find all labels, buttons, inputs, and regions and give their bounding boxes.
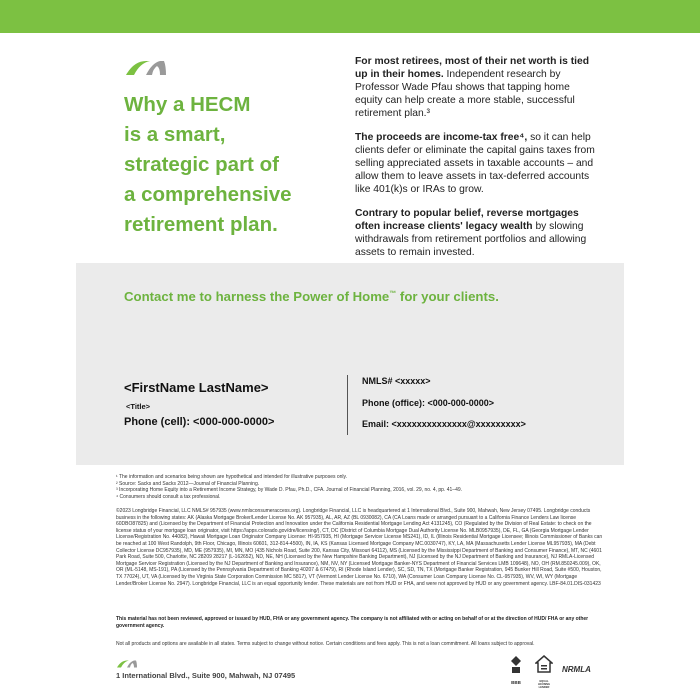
footnotes xyxy=(116,474,606,500)
footer-address: 1 International Blvd., Suite 900, Mahwah, NJ 07495 xyxy=(116,671,296,680)
contact-name: <FirstName LastName> xyxy=(124,380,269,395)
hud-disclaimer: This material has not been reviewed, approved or issued by HUD, FHA or any government agency. The company is not affiliated with or acting on behalf of or at the direction of HUD/ FHA or any other government agency. xyxy=(116,616,589,629)
headline: Why a HECM is a smart, strategic part of a comprehensive retirement plan. xyxy=(124,93,292,236)
footnote: ⁴ Consumers should consult a tax professional. xyxy=(116,493,221,500)
legal-text: ©2023 Longbridge Financial, LLC NMLS# 957935 (www.nmlsconsumeraccess.org). Longbridge Financial, LLC is headquartered at 1 International Blvd., Suite 900, Mahwah, New Jersey 07495. Longbridge conducts business in the following states: AK (Alaska Mortgage Broker/Lender License No. AK 957935), AL, AR, AZ (BL 0930082), CA (CA Loans made or arranged pursuant to a California Finance Lenders Law license 60DBO87825) and (Licensed by the Department of Financial Protection and Innovation under the California Residential Mortgage Lending Act 4131245), CO (Regulated by the Division of Real Estate: to check on the license status of your mortgage loan originator, visit https://apps.colorado.gov/dre/licensing/), CT, DC (District of Columbia Mortgage Dual Authority License No. MLB0957935), DE, FL, GA (Georgia Mortgage Lender License/Registration No. 44082), Hawaii Mortgage Loan Originator Company License: HI-957935, HI (Mortgage Servicer License MS241), ID, IL (Illinois Residential Mortgage Licensee; Illinois Commissioner of Banks can be reached at 100 West Randolph, 9th Floor, Chicago, Illinois 60601, 312-814-4500), IN, IA, KS (Kansas Licensed Mortgage Company MC.0030747), KY, LA, MA (Massachusetts Lender License ML957935), MA (Debt Collector License DC957935), MD, ME (957935), MI, MN, MO (435 Nichols Road, Suite 200, Kansas City, Missouri 64112), MS (Licensed by the Mississippi Department of Banking and Consumer Finance), MT, NC (4601 Park Road, Suite 500, Charlotte, NC 28209 28217 (L-162652), ND, NE, NH (Licensed by the New Hampshire Banking Department), NJ (Licensed by the NJ Department of Banking and Insurance), NJ RMLA-Licensed Mortgage Servicer Registration (Licensed by the NJ Department of Banking and Insurance), NM, NV, NY (Licensed Mortgage Banker-NYS Department of Financial Services LMB 109648), NO, OH (RM.850245.009), OK, OR (ML-5148, MS-191), PA (Licensed by the Pennsylvania Department of Banking 40207 & 67479), RI (Rhode Island Lender), SC, SD, TN, TX (Mortgage Banker Registration, 945 Bunker Hill Road, Suite #500, Houston, TX 77024), UT, VA (Licensed by the Virginia State Corporation Commission MC 5817), VT (Vermont Lender License No. 6710), WA (Consumer Loan Company License No. CL-957935), WV, WI, WY (Mortgage Lender/Broker License No. 2947). Longbridge Financial, LLC is an equal opportunity lender. These materials are not from HUD or FHA, and were not approved by HUD or any government agency. LBF-84.01.DIS-031423 xyxy=(116,508,603,587)
footnote: ³ Incorporating Home Equity into a Retirement Income Strategy, by Wade D. Pfau, Ph.D., CFA. Journal of Financial Planning, 2016, vol. 29, no. 4, pp. 41–49. xyxy=(116,487,463,494)
benefit-body: by slowing withdrawals from retirement portfolios and allowing assets to remain invested. xyxy=(355,221,587,258)
benefit-paragraph xyxy=(355,55,595,120)
benefit-body: so it can help clients defer or eliminate the capital gains taxes from selling appreciated assets in taxable accounts – and allow them to leave assets in tax-deferred accounts like 401(k)s or IRAs to grow. xyxy=(355,132,595,195)
equal-housing-badge xyxy=(535,655,553,689)
nrmla-badge xyxy=(562,655,600,674)
equal-housing-icon xyxy=(535,655,553,675)
cta-suffix: for your clients. xyxy=(396,289,499,304)
footnote: ¹ The information and scenarios being shown are hypothetical and intended for illustrative purposes only. xyxy=(116,474,348,480)
contact-nmls: NMLS# <xxxxx> xyxy=(362,376,431,386)
equal-housing-label: EQUAL HOUSING LENDER xyxy=(537,680,551,689)
contact-title: <Title> xyxy=(126,402,151,411)
benefit-paragraph xyxy=(355,207,595,259)
contact-email[interactable]: Email: <xxxxxxxxxxxxxx@xxxxxxxxx> xyxy=(362,419,526,429)
cta-text: Contact me to harness the Power of Home xyxy=(124,289,390,304)
benefits-column xyxy=(355,55,595,270)
bbb-badge xyxy=(508,655,524,685)
benefit-lead: For most retirees, most of their net worth is tied up in their homes. xyxy=(355,56,590,80)
top-color-bar xyxy=(0,0,700,33)
benefit-body: Independent research by Professor Wade Pfau shows that tapping home equity can help create a more stable, successful retirement plan.³ xyxy=(355,69,575,119)
contact-cell-phone[interactable]: Phone (cell): <000-000-0000> xyxy=(124,416,275,428)
contact-office-phone[interactable]: Phone (office): <000-000-0000> xyxy=(362,398,495,408)
call-to-action xyxy=(124,289,499,304)
product-disclaimer: Not all products and options are available in all states. Terms subject to change without notice. Certain conditions and fees apply. This is not a loan commitment. All loans subject to approval. xyxy=(116,641,535,647)
footnote: ² Source: Sacks and Sacks 2012—Journal of Financial Planning. xyxy=(116,480,260,487)
nrmla-label: NRMLA xyxy=(562,665,591,674)
benefit-paragraph xyxy=(355,131,595,196)
bbb-label: BBB xyxy=(511,680,521,685)
contact-divider xyxy=(347,375,348,435)
trademark-mark: ™ xyxy=(389,290,397,298)
footer-logo-icon xyxy=(116,659,138,668)
benefit-lead: Contrary to popular belief, reverse mortgages often increase clients' legacy wealth xyxy=(355,208,579,232)
bbb-torch-icon xyxy=(508,655,524,675)
benefit-lead: The proceeds are income-tax free⁴, xyxy=(355,132,528,143)
longbridge-logo-icon xyxy=(124,58,168,76)
